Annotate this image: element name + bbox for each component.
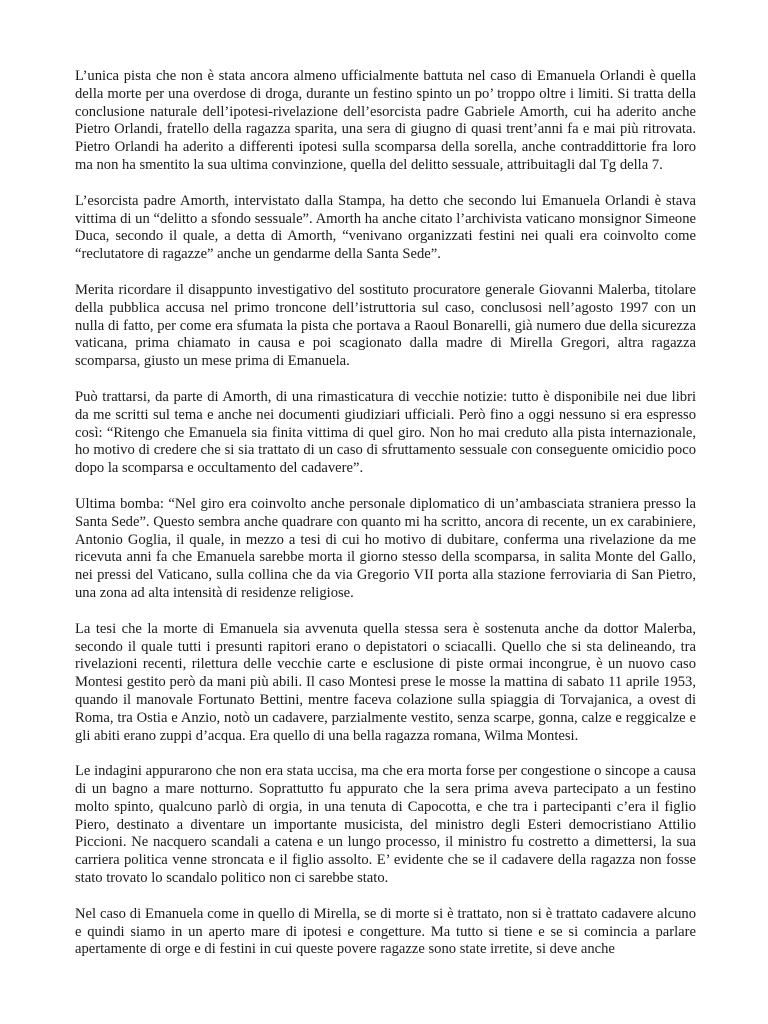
paragraph-5: Ultima bomba: “Nel giro era coinvolto anche personale diplomatico di un’ambasciata straniera presso la Santa Sede”. Questo sembra anche quadrare con quanto mi ha scritto, ancora di recente, un ex carabiniere, Antonio Goglia, il quale, in mezzo a tesi di cui ho motivo di dubitare, conferma una rivelazione da me ricevuta anni fa che Emanuela sarebbe morta il giorno stesso della scomparsa, in salita Monte del Gallo, nei pressi del Vaticano, sulla collina che da via Gregorio VII porta alla stazione ferroviaria di San Pietro, una zona ad alta intensità di residenze religiose. [75,495,696,601]
paragraph-4: Può trattarsi, da parte di Amorth, di una rimasticatura di vecchie notizie: tutto è disponibile nei due libri da me scritti sul tema e anche nei documenti giudiziari ufficiali. Però fino a oggi nessuno si era espresso così: “Ritengo che Emanuela sia finita vittima di quel giro. Non ho mai creduto alla pista internazionale, ho motivo di credere che si sia trattato di un caso di sfruttamento sessuale con conseguente omicidio poco dopo la scomparsa e occultamento del cadavere”. [75,388,696,477]
paragraph-8: Nel caso di Emanuela come in quello di Mirella, se di morte si è trattato, non si è trattato cadavere alcuno e quindi siamo in un aperto mare di ipotesi e congetture. Ma tutto si tiene e se si comincia a parlare apertamente di orge e di festini in cui queste povere ragazze sono state irretite, si deve anche [75,905,696,958]
paragraph-6: La tesi che la morte di Emanuela sia avvenuta quella stessa sera è sostenuta anche da dottor Malerba, secondo il quale tutti i presunti rapitori erano o depistatori o sciacalli. Quello che si sta delineando, tra rivelazioni recenti, rilettura delle vecchie carte e esclusione di piste ormai incongrue, è un nuovo caso Montesi gestito però da mani più abili. Il caso Montesi prese le mosse la mattina di sabato 11 aprile 1953, quando il manovale Fortunato Bettini, mentre faceva colazione sulla spiaggia di Torvajanica, a ovest di Roma, tra Ostia e Anzio, notò un cadavere, parzialmente vestito, senza scarpe, gonna, calze e reggicalze e gli abiti erano zuppi d’acqua. Era quello di una bella ragazza romana, Wilma Montesi. [75,620,696,744]
paragraph-1: L’unica pista che non è stata ancora almeno ufficialmente battuta nel caso di Emanuela Orlandi è quella della morte per una overdose di droga, durante un festino spinto un po’ troppo oltre i limiti. Si tratta della conclusione naturale dell’ipotesi-rivelazione dell’esorcista padre Gabriele Amorth, cui ha aderito anche Pietro Orlandi, fratello della ragazza sparita, una sera di giugno di quasi trent’anni fa e mai più ritrovata. Pietro Orlandi ha aderito a differenti ipotesi sulla scomparsa della sorella, anche contraddittorie fra loro ma non ha smentito la sua ultima convinzione, quella del delitto sessuale, attribuitagli dal Tg della 7. [75,68,696,173]
paragraph-3: Merita ricordare il disappunto investigativo del sostituto procuratore generale Giovanni Malerba, titolare della pubblica accusa nel primo troncone dell’istruttoria sul caso, conclusosi nell’agosto 1997 con un nulla di fatto, per come era sfumata la pista che portava a Raoul Bonarelli, già numero due della sicurezza vaticana, prima chiamato in causa e poi scagionato dalla madre di Mirella Gregori, altra ragazza scomparsa, giusto un mese prima di Emanuela. [75,281,696,370]
article-body [75,68,696,959]
paragraph-2: L’esorcista padre Amorth, intervistato dalla Stampa, ha detto che secondo lui Emanuela Orlandi è stava vittima di un “delitto a sfondo sessuale”. Amorth ha anche citato l’archivista vaticano monsignor Simeone Duca, secondo il quale, a detta di Amorth, “venivano organizzati festini nei quali era coinvolto come “reclutatore di ragazze” anche un gendarme della Santa Sede”. [75,192,696,263]
paragraph-7: Le indagini appurarono che non era stata uccisa, ma che era morta forse per congestione o sincope a causa di un bagno a mare notturno. Soprattutto fu appurato che la sera prima aveva partecipato a un festino molto spinto, qualcuno parlò di orgia, in una tenuta di Capocotta, e che tra i partecipanti c’era il figlio Piero, destinato a diventare un importante musicista, del ministro degli Esteri democristiano Attilio Piccioni. Ne nacquero scandali a catena e un lungo processo, il ministro fu costretto a dimettersi, la sua carriera politica venne stroncata e il figlio assolto. E’ evidente che se il cadavere della ragazza non fosse stato trovato lo scandalo politico non ci sarebbe stato. [75,763,696,887]
